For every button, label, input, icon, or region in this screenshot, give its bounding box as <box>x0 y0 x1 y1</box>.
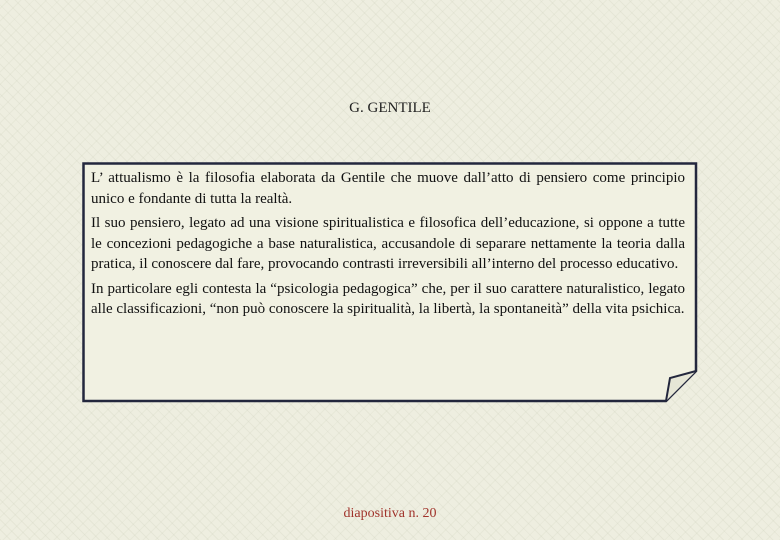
paragraph-3: In particolare egli contesta la “psicologia pedagogica” che, per il suo carattere naturalistico, legato alle classificazioni, “non può conoscere la spiritualità, la libertà, la spontaneità” della vita psichica. <box>91 280 685 317</box>
slide-number: diapositiva n. 20 <box>343 506 437 521</box>
paragraph-2: Il suo pensiero, legato ad una visione spiritualistica e filosofica dell’educazione, si oppone a tutte le concezioni pedagogiche a base naturalistica, accusandole di separare nettamente la teoria dalla pratica, il conoscere dal fare, provocando contrasti irreversibili all’interno del processo educativo. <box>91 215 685 272</box>
note-box <box>82 162 696 401</box>
slide-title: G. GENTILE <box>349 100 431 116</box>
note-text <box>91 168 685 324</box>
paragraph-1: L’ attualismo è la filosofia elaborata da Gentile che muove dall’atto di pensiero come principio unico e fondante di tutta la realtà. <box>91 170 685 207</box>
